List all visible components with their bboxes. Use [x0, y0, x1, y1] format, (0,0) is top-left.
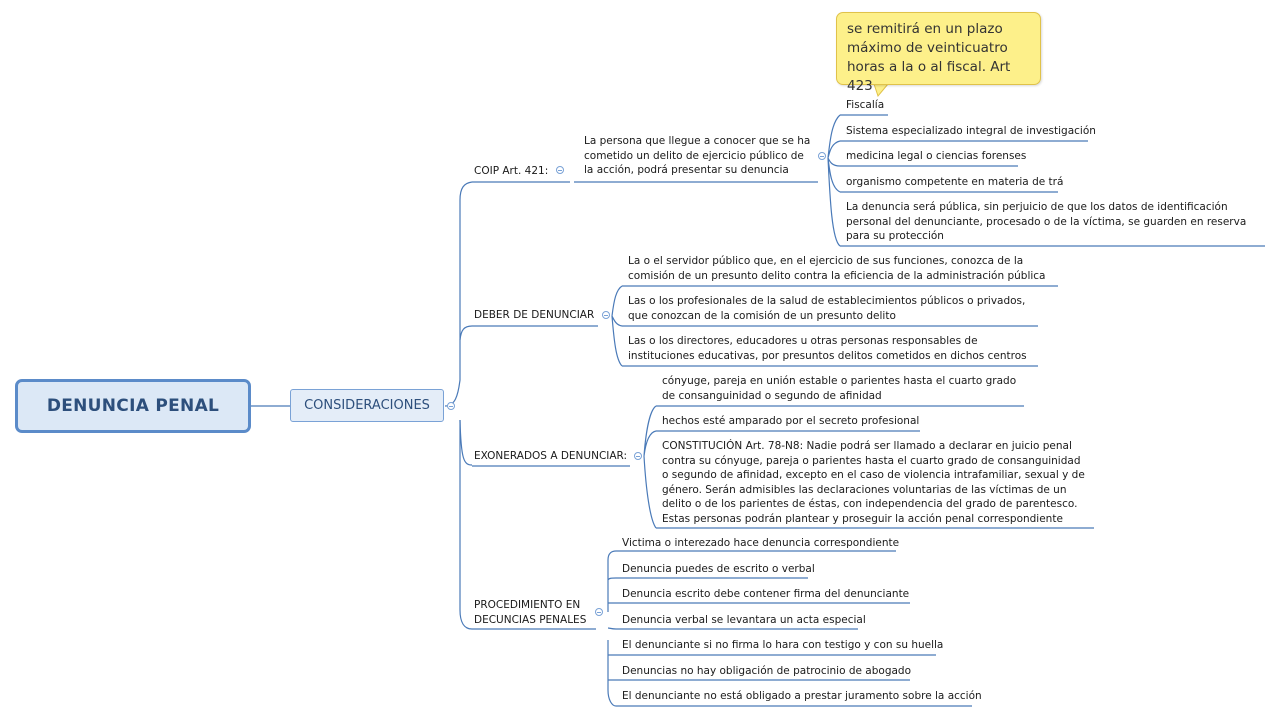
- deber-item-1[interactable]: La o el servidor público que, en el ejercicio de sus funciones, conozca de la comisión de un presunto delito contra la eficiencia de la administración pública: [628, 255, 1046, 282]
- exonerados-item-1[interactable]: cónyuge, pareja en unión estable o parientes hasta el cuarto grado de consanguinidad o segundo de afinidad: [662, 375, 1017, 402]
- procedimiento-item-3[interactable]: Denuncia escrito debe contener firma del denunciante: [622, 588, 910, 600]
- branch-deber-label[interactable]: DEBER DE DENUNCIAR: [474, 309, 595, 321]
- callout-note: [836, 12, 1041, 94]
- connector-main-deber: [460, 326, 472, 340]
- collapse-toggle-coip-sub[interactable]: [818, 152, 826, 160]
- procedimiento-item-4[interactable]: Denuncia verbal se levantara un acta especial: [622, 614, 866, 626]
- coip-item-4[interactable]: organismo competente en materia de trá: [846, 176, 1064, 188]
- connector-exonerados-items: [644, 406, 656, 528]
- collapse-toggle-procedimiento[interactable]: [595, 608, 603, 616]
- coip-sub-text[interactable]: La persona que llegue a conocer que se ha cometido un delito de ejercicio público de la acción, podrá presentar su denuncia: [584, 135, 811, 176]
- coip-item-1[interactable]: Fiscalía: [846, 99, 885, 111]
- collapse-toggle-deber[interactable]: [602, 311, 610, 319]
- root-label: DENUNCIA PENAL: [46, 396, 220, 416]
- consideraciones-node[interactable]: [290, 389, 444, 422]
- exonerados-item-3[interactable]: CONSTITUCIÓN Art. 78-N8: Nadie podrá ser llamado a declarar en juicio penal contra su cónyuge, pareja o parientes hasta el cuarto grado de consanguinidad o segundo de afinidad, excepto en el caso de violencia intrafamiliar, sexual y de género. Serán admisibles las declaraciones voluntarias de las víctimas de un delito o de los parientes de éstas, con independencia del grado de parentesco. Estas personas podrán plantear y proseguir la acción penal correspondiente: [662, 440, 1085, 525]
- branch-exonerados-label[interactable]: EXONERADOS A DENUNCIAR:: [474, 450, 628, 462]
- connector-main-trunk: [445, 182, 472, 406]
- deber-item-3[interactable]: Las o los directores, educadores u otras personas responsables de instituciones educativas, por presuntos delitos cometidos en dichos centros: [628, 335, 1027, 362]
- callout-pointer: [874, 84, 888, 96]
- coip-item-3[interactable]: medicina legal o ciencias forenses: [846, 150, 1027, 162]
- coip-item-5[interactable]: La denuncia será pública, sin perjuicio de que los datos de identificación personal del denunciante, procesado o de la víctima, se guarden en reserva para su protección: [846, 201, 1247, 242]
- exonerados-item-2[interactable]: hechos esté amparado por el secreto profesional: [662, 415, 920, 427]
- collapse-toggle-consideraciones[interactable]: [447, 402, 455, 410]
- procedimiento-item-6[interactable]: Denuncias no hay obligación de patrocinio de abogado: [622, 665, 912, 677]
- callout-text: se remitirá en un plazo máximo de veinticuatro horas a la o al fiscal. Art 423: [847, 21, 1011, 94]
- procedimiento-item-2[interactable]: Denuncia puedes de escrito o verbal: [622, 563, 815, 575]
- root-node[interactable]: [15, 379, 251, 433]
- branch-procedimiento-label[interactable]: PROCEDIMIENTO EN DECUNCIAS PENALES: [474, 599, 587, 626]
- deber-item-2[interactable]: Las o los profesionales de la salud de establecimientos públicos o privados, que conozcan de la comisión de un presunto delito: [628, 295, 1026, 322]
- collapse-toggle-coip[interactable]: [556, 166, 564, 174]
- connector-main-exonerados: [460, 420, 472, 465]
- connector-deber-items: [612, 286, 622, 366]
- coip-item-2[interactable]: Sistema especializado integral de investigación: [846, 125, 1096, 137]
- consideraciones-label: CONSIDERACIONES: [304, 398, 430, 413]
- procedimiento-item-5[interactable]: El denunciante si no firma lo hara con testigo y con su huella: [622, 639, 944, 651]
- connector-procedimiento-items: [608, 551, 616, 706]
- procedimiento-item-7[interactable]: El denunciante no está obligado a prestar juramento sobre la acción: [622, 690, 982, 702]
- branch-coip-label[interactable]: COIP Art. 421:: [474, 165, 549, 177]
- connector-coip-items: [828, 115, 840, 246]
- procedimiento-item-1[interactable]: Victima o interezado hace denuncia correspondiente: [622, 537, 900, 549]
- collapse-toggle-exonerados[interactable]: [634, 452, 642, 460]
